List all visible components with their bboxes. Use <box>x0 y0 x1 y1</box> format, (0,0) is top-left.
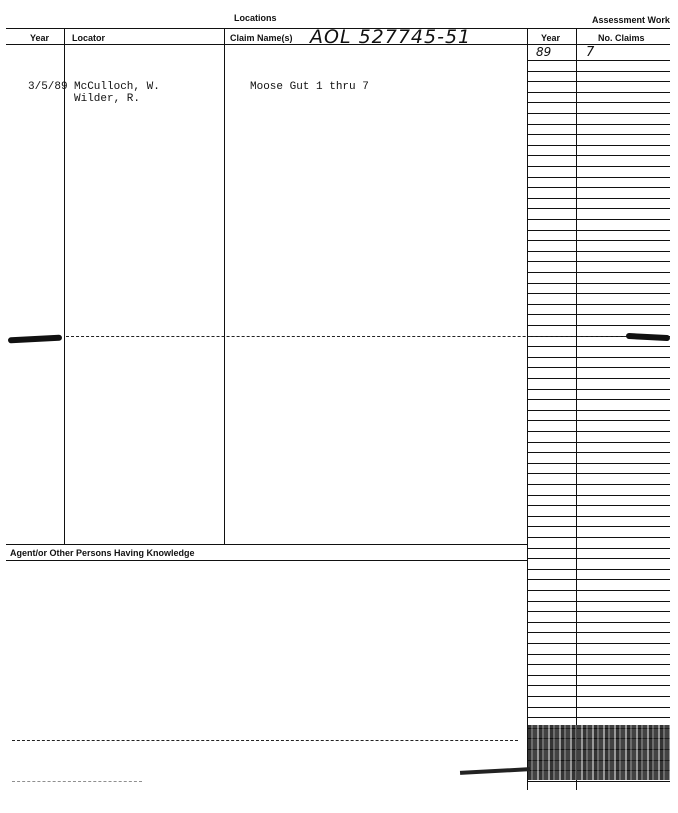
entry-date: 3/5/89 <box>28 81 68 93</box>
assessment-rule-line <box>528 516 670 517</box>
assessment-rule-line <box>528 442 670 443</box>
assessment-rule-line <box>528 781 670 782</box>
assessment-rule-line <box>528 357 670 358</box>
locator-column-header: Locator <box>72 33 106 43</box>
assessment-rule-line <box>528 198 670 199</box>
year-column-header: Year <box>30 33 50 43</box>
assessment-rule-line <box>528 187 670 188</box>
assessment-rule-line <box>528 664 670 665</box>
assessment-rule-line <box>528 622 670 623</box>
assessment-rule-line <box>528 632 670 633</box>
bottom-scan-smudge <box>528 725 670 780</box>
agent-section-top-rule <box>6 544 528 545</box>
assessment-rule-line <box>528 124 670 125</box>
assessment-rule-line <box>528 431 670 432</box>
assessment-rule-line <box>528 717 670 718</box>
assessment-rule-line <box>528 92 670 93</box>
assessment-rule-line <box>528 590 670 591</box>
assessment-rule-line <box>528 537 670 538</box>
assessment-rule-line <box>528 495 670 496</box>
claim-names-column-header: Claim Name(s) <box>230 33 293 43</box>
assessment-rule-line <box>528 208 670 209</box>
assessment-rule-line <box>528 420 670 421</box>
agent-section-label: Agent/or Other Persons Having Knowledge <box>10 548 195 558</box>
assessment-rule-line <box>528 548 670 549</box>
assessment-rule-line <box>528 463 670 464</box>
header-bottom-rule <box>6 44 670 45</box>
no-claims-column-header: No. Claims <box>598 33 645 43</box>
bottom-scan-streak <box>460 767 530 775</box>
assessment-rule-line <box>528 707 670 708</box>
entry-locator-2: Wilder, R. <box>74 93 141 105</box>
assessment-rule-line <box>528 166 670 167</box>
assessment-rule-line <box>528 240 670 241</box>
bottom-dashed-line-1 <box>12 740 518 741</box>
assessment-rule-line <box>528 685 670 686</box>
assessment-rule-line <box>528 155 670 156</box>
assessment-rule-line <box>528 230 670 231</box>
assessment-rule-line <box>528 399 670 400</box>
entry-claim-name: Moose Gut 1 thru 7 <box>250 81 369 93</box>
assessment-rule-line <box>528 569 670 570</box>
assessment-rule-line <box>528 558 670 559</box>
assessment-rule-line <box>528 410 670 411</box>
assessment-rule-line <box>528 219 670 220</box>
assessment-rule-line <box>528 325 670 326</box>
assessment-rule-line <box>528 251 670 252</box>
assessment-rule-line <box>528 601 670 602</box>
assessment-rule-line <box>528 261 670 262</box>
assessment-rule-line <box>528 643 670 644</box>
assessment-rule-line <box>528 452 670 453</box>
left-fold-mark <box>8 335 62 344</box>
assessment-rule-line <box>528 293 670 294</box>
assessment-rule-line <box>528 611 670 612</box>
assessment-rule-line <box>528 314 670 315</box>
assessment-rule-line <box>528 505 670 506</box>
assessment-rule-line <box>528 272 670 273</box>
assessment-rule-line <box>528 71 670 72</box>
locator-claim-divider <box>224 28 225 544</box>
assessment-rule-line <box>528 60 670 61</box>
assessment-rule-line <box>528 134 670 135</box>
assessment-year-value: 89 <box>536 45 552 59</box>
mid-page-dashed-line <box>66 336 626 337</box>
assessment-rule-line <box>528 389 670 390</box>
assessment-rule-line <box>528 177 670 178</box>
assessment-rule-line <box>528 145 670 146</box>
agent-section-bottom-rule <box>6 560 528 561</box>
assessment-rule-line <box>528 113 670 114</box>
assessment-year-column-header: Year <box>541 33 561 43</box>
assessment-claims-value: 7 <box>586 45 595 60</box>
right-fold-mark <box>626 333 670 341</box>
assessment-rule-line <box>528 484 670 485</box>
assessment-rule-line <box>528 675 670 676</box>
locations-header: Locations <box>234 13 277 23</box>
assessment-rule-line <box>528 346 670 347</box>
entry-locator-1: McCulloch, W. <box>74 81 160 93</box>
assessment-rule-line <box>528 473 670 474</box>
year-locator-divider <box>64 28 65 544</box>
assessment-rule-line <box>528 696 670 697</box>
assessment-rule-line <box>528 304 670 305</box>
assessment-rule-line <box>528 102 670 103</box>
case-number-handwritten: AOL 527745-51 <box>310 26 472 48</box>
assessment-rule-line <box>528 579 670 580</box>
assessment-rule-line <box>528 81 670 82</box>
assessment-rule-line <box>528 367 670 368</box>
assessment-rule-line <box>528 378 670 379</box>
assessment-rule-line <box>528 283 670 284</box>
bottom-dashed-line-2 <box>12 781 142 782</box>
assessment-work-header: Assessment Work <box>592 15 670 25</box>
assessment-rule-line <box>528 526 670 527</box>
assessment-rule-line <box>528 654 670 655</box>
